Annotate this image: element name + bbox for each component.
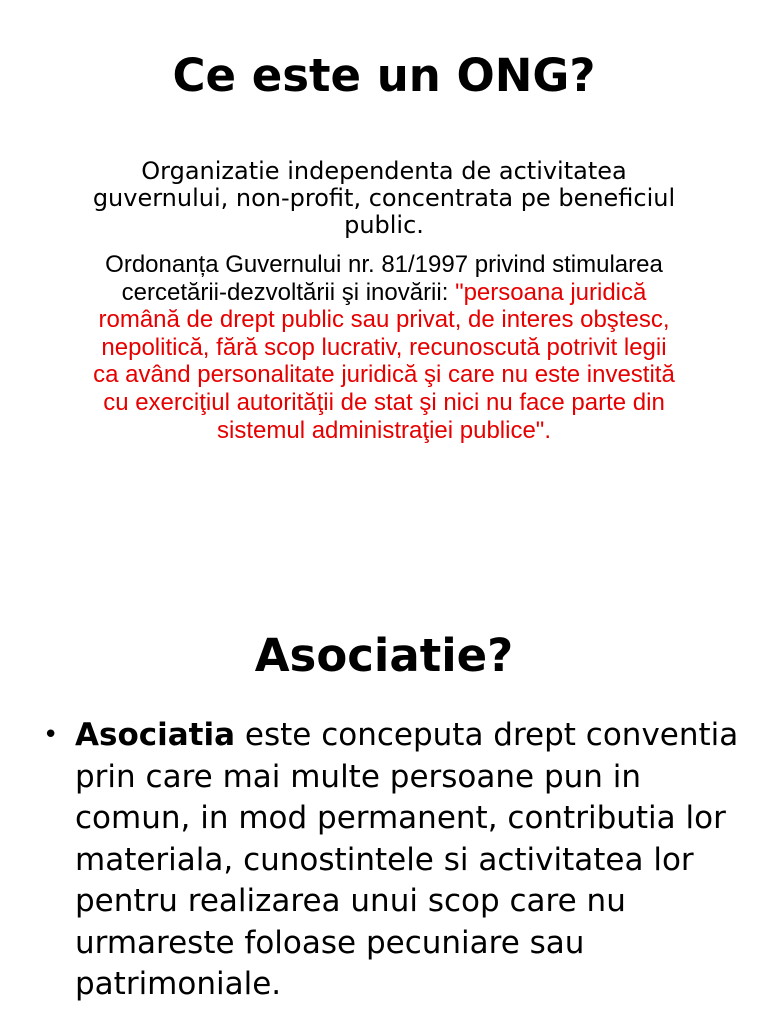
bullet-term: Asociatia [75,717,236,753]
legal-citation-quote: "persoana juridică română de drept public sau privat, de interes obştesc, nepolitică, fără scop lucrativ, recunoscută potrivit legii ca având personalitate juridică şi care nu este investită cu exerciţiul autorităţii de stat şi nici nu face parte din sistemul administraţiei publice". [93,278,675,444]
slide-title: Asociatie? [254,629,514,682]
slide-asociatie [0,600,768,1024]
bullet-text: este conceputa drept conventia prin care mai multe persoane pun in comun, in mod permanent, contributia lor materiala, cunostintele si activitatea lor pentru realizarea unui scop care nu urmareste foloase pecuniare sau patrimoniale. [75,717,739,1002]
legal-citation-intro: Ordonanța Guvernului nr. 81/1997 privind stimularea cercetării-dezvoltării şi inovării: [105,251,663,306]
bullet-dot-icon: • [43,720,59,750]
legal-citation [90,251,678,444]
slide-title: Ce este un ONG? [172,49,596,102]
bullet-item [40,715,740,1006]
bullet-list [40,715,740,1006]
ong-definition: Organizatie independenta de activitatea guvernului, non-profit, concentrata pe beneficiul public. [92,157,676,239]
